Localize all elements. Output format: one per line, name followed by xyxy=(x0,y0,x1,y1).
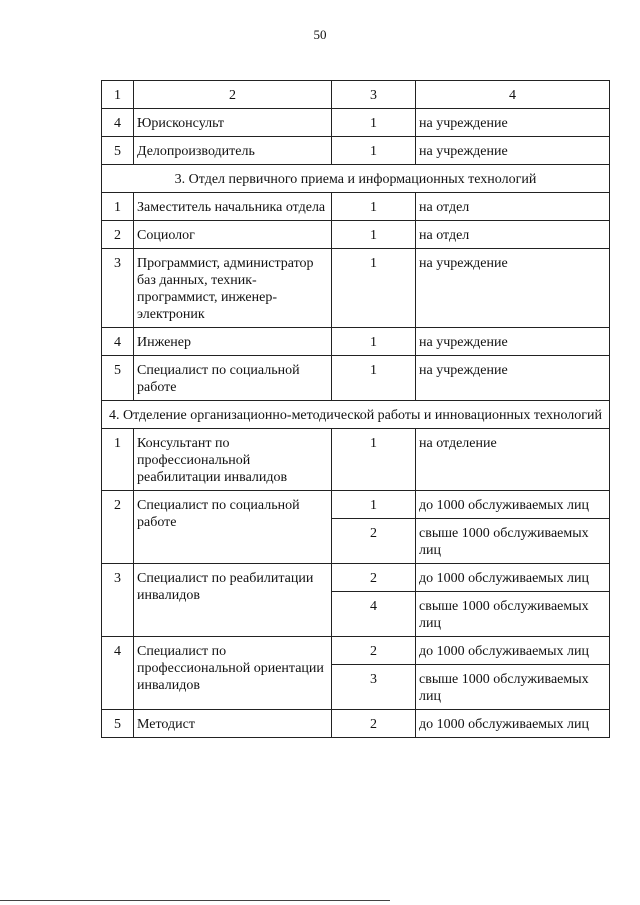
count-cell: 2 xyxy=(332,564,416,592)
norm-cell: на учреждение xyxy=(416,328,610,356)
table-row xyxy=(102,328,610,356)
count-cell: 1 xyxy=(332,137,416,165)
norm-cell: на учреждение xyxy=(416,249,610,328)
norm-cell: на отдел xyxy=(416,193,610,221)
table-row xyxy=(102,109,610,137)
count-cell: 1 xyxy=(332,429,416,491)
norm-cell: на отделение xyxy=(416,429,610,491)
count-cell: 1 xyxy=(332,193,416,221)
count-cell: 1 xyxy=(332,328,416,356)
position-cell: Инженер xyxy=(134,328,332,356)
norm-cell: свыше 1000 обслуживаемых лиц xyxy=(416,665,610,710)
row-number: 4 xyxy=(102,637,134,710)
row-number: 5 xyxy=(102,137,134,165)
section-title: 4. Отделение организационно-методической работы и инновационных технологий xyxy=(102,401,610,429)
count-cell: 4 xyxy=(332,592,416,637)
norm-cell: на учреждение xyxy=(416,356,610,401)
position-cell: Специалист по реабилитации инвалидов xyxy=(134,564,332,637)
row-number: 4 xyxy=(102,328,134,356)
row-number: 5 xyxy=(102,356,134,401)
count-cell: 1 xyxy=(332,109,416,137)
count-cell: 1 xyxy=(332,356,416,401)
norm-cell: на отдел xyxy=(416,221,610,249)
position-cell: Методист xyxy=(134,710,332,738)
table-row xyxy=(102,564,610,592)
position-cell: Специалист по социальной работе xyxy=(134,356,332,401)
position-cell: Социолог xyxy=(134,221,332,249)
table-row xyxy=(102,637,610,665)
section-title: 3. Отдел первичного приема и информационных технологий xyxy=(102,165,610,193)
position-cell: Заместитель начальника отдела xyxy=(134,193,332,221)
table-row xyxy=(102,491,610,519)
table-row xyxy=(102,356,610,401)
norm-cell: свыше 1000 обслуживаемых лиц xyxy=(416,592,610,637)
row-number: 5 xyxy=(102,710,134,738)
count-cell: 3 xyxy=(332,665,416,710)
position-cell: Специалист по социальной работе xyxy=(134,491,332,564)
count-cell: 2 xyxy=(332,519,416,564)
position-cell: Консультант по профессиональной реабилитации инвалидов xyxy=(134,429,332,491)
position-cell: Специалист по профессиональной ориентации инвалидов xyxy=(134,637,332,710)
position-cell: Делопроизводитель xyxy=(134,137,332,165)
table-row xyxy=(102,221,610,249)
header-cell: 4 xyxy=(416,81,610,109)
header-cell: 1 xyxy=(102,81,134,109)
table-row xyxy=(102,137,610,165)
norm-cell: на учреждение xyxy=(416,109,610,137)
norm-cell: до 1000 обслуживаемых лиц xyxy=(416,637,610,665)
norm-cell: до 1000 обслуживаемых лиц xyxy=(416,710,610,738)
row-number: 2 xyxy=(102,491,134,564)
norm-cell: на учреждение xyxy=(416,137,610,165)
row-number: 1 xyxy=(102,193,134,221)
count-cell: 1 xyxy=(332,491,416,519)
header-row xyxy=(102,81,610,109)
count-cell: 2 xyxy=(332,637,416,665)
table-row xyxy=(102,249,610,328)
table-row xyxy=(102,429,610,491)
header-cell: 2 xyxy=(134,81,332,109)
count-cell: 2 xyxy=(332,710,416,738)
staff-table xyxy=(101,80,610,738)
count-cell: 1 xyxy=(332,221,416,249)
row-number: 4 xyxy=(102,109,134,137)
section-row xyxy=(102,401,610,429)
footer-divider xyxy=(0,900,390,901)
norm-cell: до 1000 обслуживаемых лиц xyxy=(416,491,610,519)
section-row xyxy=(102,165,610,193)
table-row xyxy=(102,710,610,738)
position-cell: Программист, администратор баз данных, техник-программист, инженер-электроник xyxy=(134,249,332,328)
position-cell: Юрисконсульт xyxy=(134,109,332,137)
row-number: 3 xyxy=(102,249,134,328)
header-cell: 3 xyxy=(332,81,416,109)
row-number: 1 xyxy=(102,429,134,491)
table-row xyxy=(102,193,610,221)
count-cell: 1 xyxy=(332,249,416,328)
row-number: 2 xyxy=(102,221,134,249)
row-number: 3 xyxy=(102,564,134,637)
norm-cell: до 1000 обслуживаемых лиц xyxy=(416,564,610,592)
page-number: 50 xyxy=(313,27,327,42)
norm-cell: свыше 1000 обслуживаемых лиц xyxy=(416,519,610,564)
